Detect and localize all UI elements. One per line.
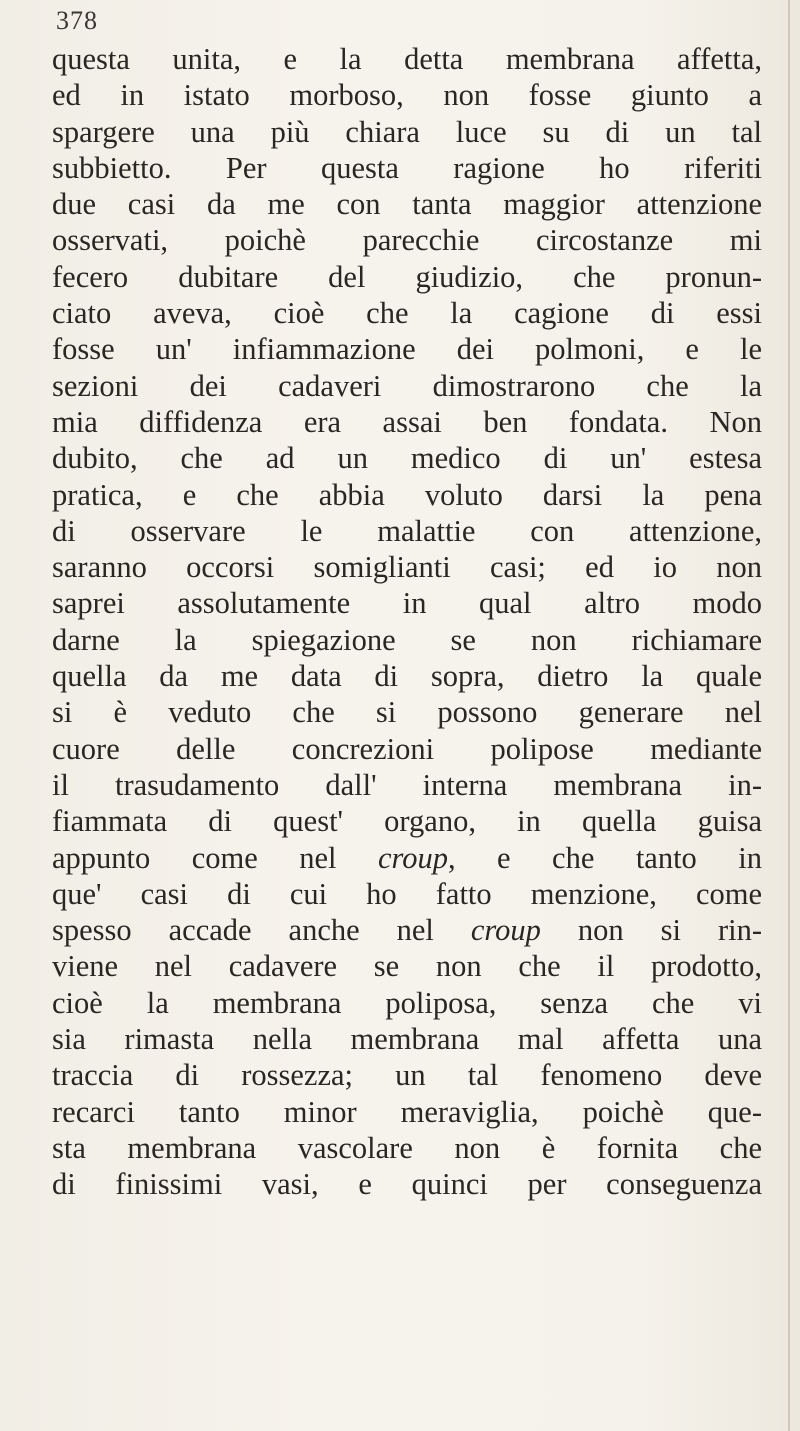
text-line: ciato aveva, cioè che la cagione di essi <box>52 296 762 331</box>
text-line: sta membrana vascolare non è fornita che <box>52 1130 762 1165</box>
text-line: sezioni dei cadaveri dimostrarono che la <box>52 368 762 403</box>
body-text <box>52 41 762 1203</box>
text-line: fosse un' infiammazione dei polmoni, e le <box>52 332 762 367</box>
text-line: osservati, poichè parecchie circostanze mi <box>52 223 762 258</box>
text-line: il trasudamento dall' interna membrana in- <box>52 767 762 802</box>
text-line: questa unita, e la detta membrana affetta, <box>52 42 762 76</box>
text-line: darne la spiegazione se non richiamare <box>52 622 762 657</box>
text-line: subbietto. Per questa ragione ho riferiti <box>52 150 762 185</box>
text-line: cuore delle concrezioni polipose mediante <box>52 731 762 766</box>
text-line: di osservare le malattie con attenzione, <box>52 513 762 548</box>
text-line: mia diffidenza era assai ben fondata. Non <box>52 404 762 439</box>
page-number: 378 <box>56 6 98 35</box>
text-line: dubito, che ad un medico di un' estesa <box>52 441 762 476</box>
text-line: viene nel cadavere se non che il prodotto, <box>52 949 762 984</box>
text-line: recarci tanto minor meraviglia, poichè que- <box>52 1094 762 1129</box>
text-line: spargere una più chiara luce su di un tal <box>52 114 762 149</box>
page-edge <box>788 0 790 1431</box>
text-line: ed in istato morboso, non fosse giunto a <box>52 78 762 113</box>
text-line: fiammata di quest' organo, in quella guisa <box>52 804 762 839</box>
text-line: spesso accade anche nel croup non si rin- <box>52 913 762 948</box>
text-line: sia rimasta nella membrana mal affetta una <box>52 1022 762 1057</box>
text-line: saprei assolutamente in qual altro modo <box>52 586 762 621</box>
text-line: appunto come nel croup, e che tanto in <box>52 840 762 875</box>
text-line: due casi da me con tanta maggior attenzione <box>52 187 762 222</box>
text-line: que' casi di cui ho fatto menzione, come <box>52 876 762 911</box>
text-line: saranno occorsi somiglianti casi; ed io non <box>52 550 762 585</box>
text-line: cioè la membrana poliposa, senza che vi <box>52 985 762 1020</box>
text-line: di finissimi vasi, e quinci per conseguenza <box>52 1167 762 1202</box>
text-line: fecero dubitare del giudizio, che pronun- <box>52 259 762 294</box>
text-line: quella da me data di sopra, dietro la quale <box>52 659 762 694</box>
text-line: traccia di rossezza; un tal fenomeno deve <box>52 1058 762 1093</box>
text-line: si è veduto che si possono generare nel <box>52 695 762 730</box>
text-line: pratica, e che abbia voluto darsi la pena <box>52 477 762 512</box>
